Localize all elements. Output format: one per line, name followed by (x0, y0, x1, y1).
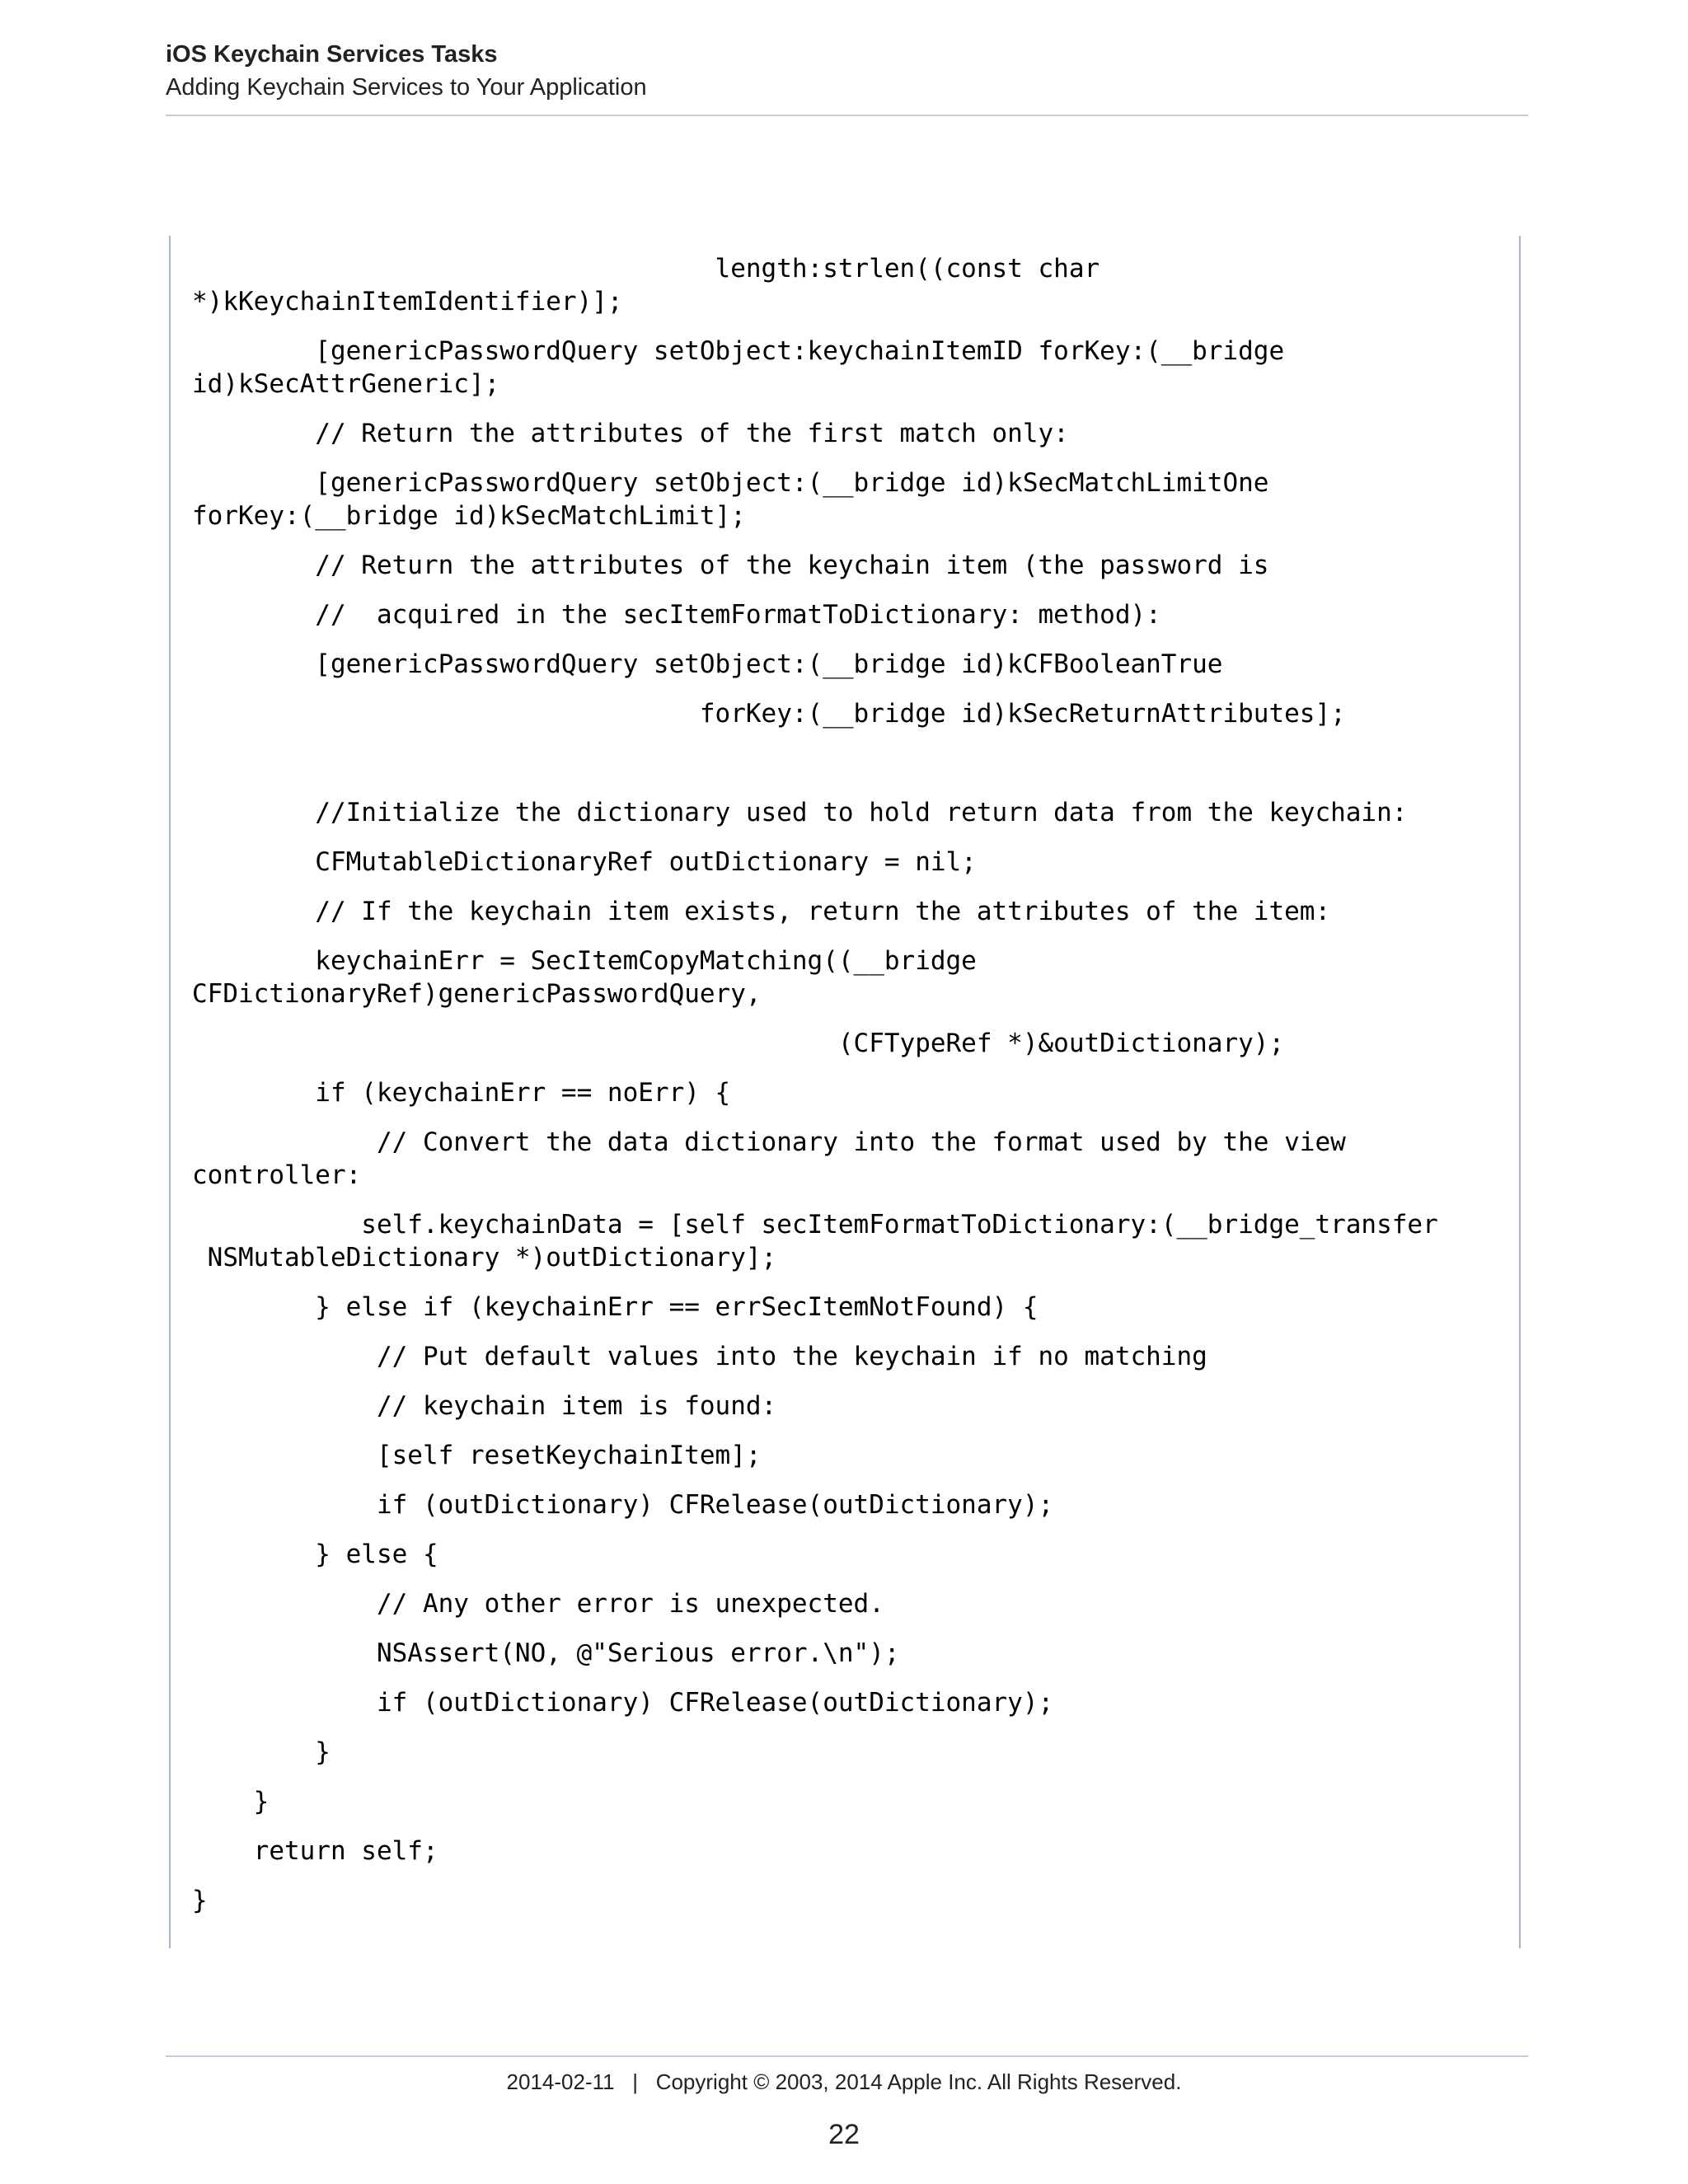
footer-divider (166, 2055, 1528, 2057)
code-line: NSMutableDictionary *)outDictionary]; (192, 1243, 777, 1272)
code-line: [genericPasswordQuery setObject:(__bridge id)kCFBooleanTrue (192, 649, 1223, 679)
code-line: id)kSecAttrGeneric]; (192, 369, 500, 399)
code-line: NSAssert(NO, @"Serious error.\n"); (192, 1638, 900, 1668)
code-line: // Convert the data dictionary into the format used by the view (192, 1127, 1346, 1157)
code-line: //Initialize the dictionary used to hold return data from the keychain: (192, 798, 1408, 827)
code-line: CFMutableDictionaryRef outDictionary = nil; (192, 847, 977, 877)
code-line: length:strlen((const char (192, 254, 1100, 284)
header-divider (166, 115, 1528, 116)
code-line: self.keychainData = [self secItemFormatToDictionary:(__bridge_transfer (192, 1210, 1438, 1240)
code-line: forKey:(__bridge id)kSecReturnAttributes]; (192, 699, 1346, 729)
code-line: } (192, 1787, 270, 1816)
code-line: [genericPasswordQuery setObject:keychainItemID forKey:(__bridge (192, 336, 1285, 366)
copyright-footer: 2014-02-11 | Copyright © 2003, 2014 Apple Inc. All Rights Reserved. (506, 2069, 1182, 2094)
section-title: Adding Keychain Services to Your Application (166, 74, 647, 101)
code-lines (171, 236, 1519, 1948)
code-line: return self; (192, 1836, 438, 1866)
code-line: // Return the attributes of the keychain item (the password is (192, 551, 1269, 580)
code-line: if (outDictionary) CFRelease(outDictionary); (192, 1688, 1054, 1718)
document-title: iOS Keychain Services Tasks (166, 41, 498, 68)
code-line: // If the keychain item exists, return the attributes of the item: (192, 897, 1331, 926)
code-line: controller: (192, 1160, 362, 1190)
code-line: } (192, 1886, 208, 1915)
page-header (166, 38, 1528, 104)
code-listing (169, 236, 1521, 1948)
code-line: // Put default values into the keychain if no matching (192, 1342, 1207, 1371)
code-line: } else { (192, 1540, 438, 1569)
code-line: // acquired in the secItemFormatToDictionary: method): (192, 600, 1161, 630)
code-line: // keychain item is found: (192, 1391, 777, 1421)
code-line: forKey:(__bridge id)kSecMatchLimit]; (192, 501, 746, 531)
code-line: if (keychainErr == noErr) { (192, 1078, 731, 1108)
code-line: // Return the attributes of the first match only: (192, 419, 1069, 448)
code-line: *)kKeychainItemIdentifier)]; (192, 287, 623, 316)
code-line: (CFTypeRef *)&outDictionary); (192, 1029, 1285, 1058)
code-line: } (192, 1737, 331, 1767)
code-line: } else if (keychainErr == errSecItemNotFound) { (192, 1292, 1039, 1322)
page-number: 22 (828, 2119, 860, 2150)
code-line: CFDictionaryRef)genericPasswordQuery, (192, 979, 762, 1009)
code-line: keychainErr = SecItemCopyMatching((__bridge (192, 946, 977, 976)
code-line: [genericPasswordQuery setObject:(__bridge id)kSecMatchLimitOne (192, 468, 1269, 498)
code-line: // Any other error is unexpected. (192, 1589, 884, 1619)
code-line: [self resetKeychainItem]; (192, 1441, 762, 1470)
code-line: if (outDictionary) CFRelease(outDictionary); (192, 1490, 1054, 1520)
